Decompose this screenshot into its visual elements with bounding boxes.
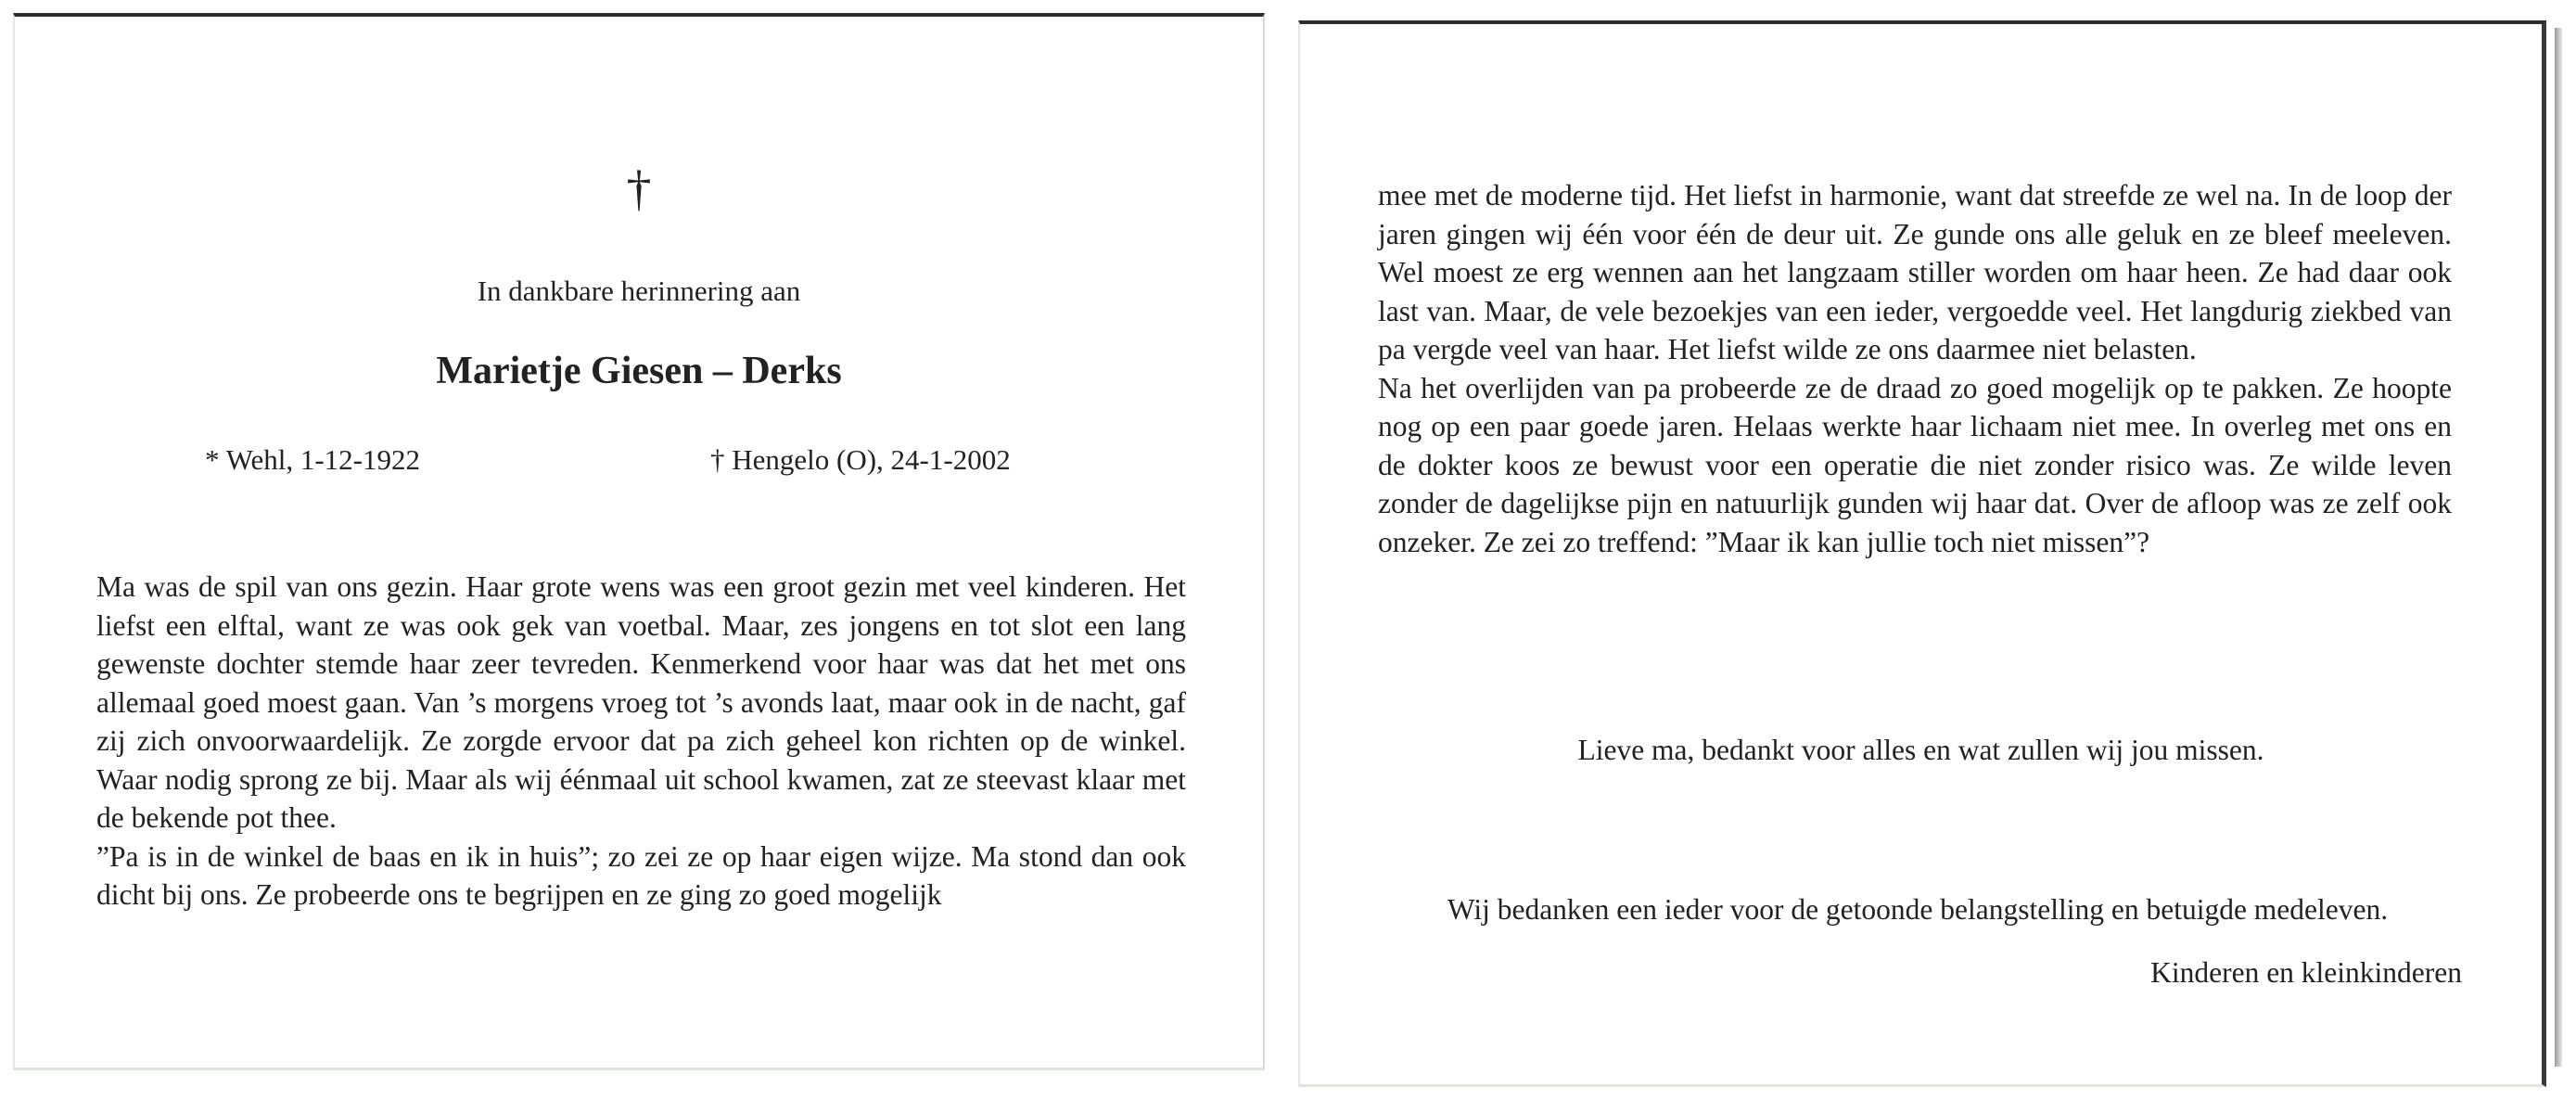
memorial-text-left (96, 568, 1186, 915)
paragraph: Ma was de spil van ons gezin. Haar grote wens was een groot gezin met veel kinderen. Het liefst een elftal, want ze was ook gek van voetbal. Maar, zes jongens en tot slot een lang gewenste dochter stemde haar zeer tevreden. Kenmerkend voor haar was dat het met ons allemaal goed moest gaan. Van ’s morgens vroeg tot ’s avonds laat, maar ook in de nacht, gaf zij zich onvoorwaardelijk. Ze zorgde ervoor dat pa zich geheel kon richten op de winkel. Waar nodig sprong ze bij. Maar als wij éénmaal uit school kwamen, zat ze steevast klaar met de bekende pot thee. (96, 570, 1186, 834)
paragraph: mee met de moderne tijd. Het liefst in harmonie, want dat streefde ze wel na. In de loop der jaren gingen wij één voor één de deur uit. Ze gunde ons alle geluk en ze bleef meeleven. Wel moest ze erg wennen aan het langzaam stiller worden om haar heen. Ze had daar ook last van. Maar, de vele bezoekjes van een ieder, vergoedde veel. Het langdurig ziekbed van pa vergde veel van haar. Het liefst wilde ze ons daarmee niet belasten. (1378, 179, 2452, 365)
birth-info: * Wehl, 1-12-1922 (205, 443, 420, 476)
deceased-name: Marietje Giesen – Derks (436, 350, 842, 392)
card-edge-shadow (2555, 28, 2562, 1067)
cross-icon: † (626, 160, 652, 216)
memorial-card-right (1298, 20, 2546, 1087)
paragraph: ”Pa is in de winkel de baas en ik in huis”; zo zei ze op haar eigen wijze. Ma stond dan ook dicht bij ons. Ze probeerde ons te begrijpen en ze ging zo goed mogelijk (96, 839, 1186, 911)
signature: Kinderen en kleinkinderen (2150, 956, 2462, 989)
death-info: † Hengelo (O), 24-1-2002 (710, 443, 1011, 476)
paragraph: Na het overlijden van pa probeerde ze de draad zo goed mogelijk op te pakken. Ze hoopte nog op een paar goede jaren. Helaas werkte haar lichaam niet mee. In overleg met ons en de dokter koos ze bewust voor een operatie die niet zonder risico was. Ze wilde leven zonder de dagelijkse pijn en natuurlijk gunden wij haar dat. Over de afloop was ze zelf ook onzeker. Ze zei zo treffend: ”Maar ik kan jullie toch niet missen”? (1378, 371, 2452, 558)
memorial-text-right (1378, 176, 2452, 561)
closing-line: Lieve ma, bedankt voor alles en wat zullen wij jou missen. (1577, 734, 2264, 766)
dedication-text: In dankbare herinnering aan (477, 275, 801, 307)
thanks-line: Wij bedanken een ieder voor de getoonde belangstelling en betuigde medeleven. (1447, 893, 2389, 926)
memorial-card-left (13, 13, 1265, 1070)
